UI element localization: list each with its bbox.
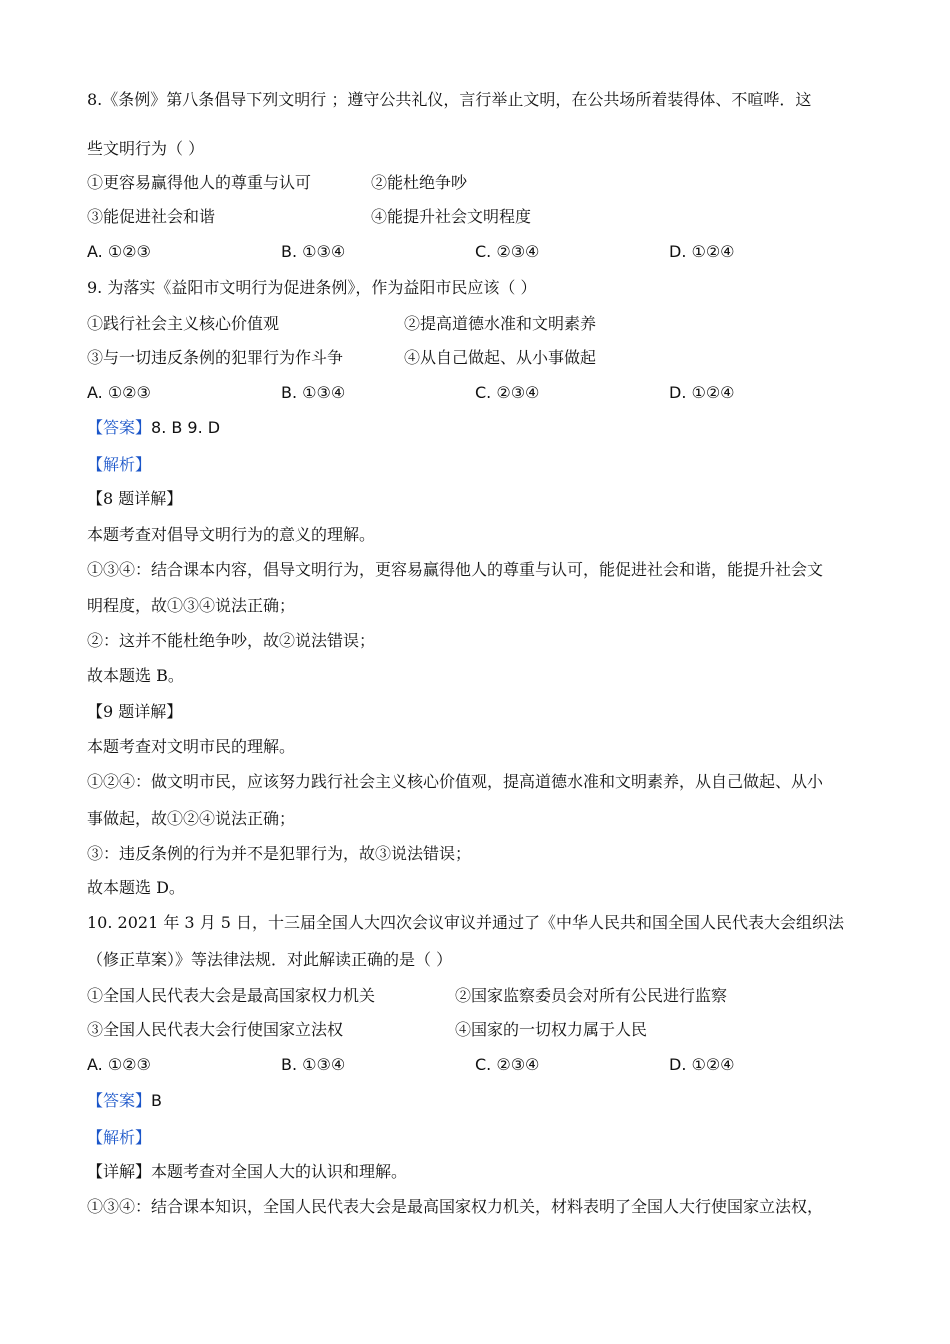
answer-8-9 [87,418,220,438]
q8-stem-line2: 些文明行为（ ） [87,139,205,158]
answer-tag: 【答案】 [87,1091,152,1110]
detail9-p2: ①②④：做文明市民，应该努力践行社会主义核心价值观，提高道德水准和文明素养，从自己做起、从小 [87,772,824,791]
q8-option-c: C. ②③④ [475,242,540,261]
q9-statement-2: ②提高道德水准和文明素养 [404,314,597,333]
answer-text: B [151,1091,162,1110]
detail10-heading: 【详解】本题考查对全国人大的认识和理解。 [87,1162,408,1181]
q8-statement-4: ④能提升社会文明程度 [371,207,532,226]
answer-tag: 【答案】 [87,418,152,437]
q10-statement-4: ④国家的一切权力属于人民 [455,1020,648,1039]
q10-stem-line1: 10. 2021 年 3 月 5 日，十三届全国人大四次会议审议并通过了《中华人民共和国全国人民代表大会组织法 [87,913,845,932]
q10-option-b: B. ①③④ [281,1055,346,1074]
q8-option-a: A. ①②③ [87,242,151,261]
detail8-p2: ①③④：结合课本内容，倡导文明行为，更容易赢得他人的尊重与认可，能促进社会和谐，能提升社会文 [87,560,824,579]
q10-statement-3: ③全国人民代表大会行使国家立法权 [87,1020,344,1039]
q10-statement-2: ②国家监察委员会对所有公民进行监察 [455,986,728,1005]
q10-option-d: D. ①②④ [669,1055,735,1074]
q9-statement-4: ④从自己做起、从小事做起 [404,348,597,367]
q10-option-c: C. ②③④ [475,1055,540,1074]
q8-option-d: D. ①②④ [669,242,735,261]
detail9-p1: 本题考查对文明市民的理解。 [87,737,296,756]
detail9-p5: 故本题选 D。 [87,878,185,897]
q8-statement-2: ②能杜绝争吵 [371,173,468,192]
q10-stem-line2: （修正草案）》等法律法规．对此解读正确的是（ ） [87,950,453,969]
detail8-heading: 【8 题详解】 [87,489,183,508]
analysis-tag: 【解析】 [87,455,152,474]
q9-option-b: B. ①③④ [281,383,346,402]
q8-statement-3: ③能促进社会和谐 [87,207,216,226]
q9-statement-3: ③与一切违反条例的犯罪行为作斗争 [87,348,344,367]
q9-stem: 9. 为落实《益阳市文明行为促进条例》，作为益阳市民应该（ ） [87,278,537,297]
answer-10 [87,1091,162,1111]
detail9-heading: 【9 题详解】 [87,702,183,721]
answer-text: 8. B 9. D [151,418,221,437]
analysis-tag: 【解析】 [87,1128,152,1147]
q10-statement-1: ①全国人民代表大会是最高国家权力机关 [87,986,376,1005]
q9-option-c: C. ②③④ [475,383,540,402]
detail8-p5: 故本题选 B。 [87,666,184,685]
detail10-p1: ①③④：结合课本知识，全国人民代表大会是最高国家权力机关，材料表明了全国人大行使国家立法权， [87,1197,824,1216]
q9-option-a: A. ①②③ [87,383,151,402]
q9-statement-1: ①践行社会主义核心价值观 [87,314,280,333]
q8-stem-line1: 8.《条例》第八条倡导下列文明行 ；遵守公共礼仪，言行举止文明，在公共场所着装得体、不喧哗．这 [87,90,812,109]
q9-option-d: D. ①②④ [669,383,735,402]
q10-option-a: A. ①②③ [87,1055,151,1074]
detail8-p1: 本题考查对倡导文明行为的意义的理解。 [87,525,376,544]
detail9-p3: 事做起，故①②④说法正确； [87,809,296,828]
q8-option-b: B. ①③④ [281,242,346,261]
detail8-p4: ②：这并不能杜绝争吵，故②说法错误； [87,631,376,650]
detail9-p4: ③：违反条例的行为并不是犯罪行为，故③说法错误； [87,844,472,863]
detail8-p3: 明程度，故①③④说法正确； [87,596,296,615]
q8-statement-1: ①更容易赢得他人的尊重与认可 [87,173,312,192]
